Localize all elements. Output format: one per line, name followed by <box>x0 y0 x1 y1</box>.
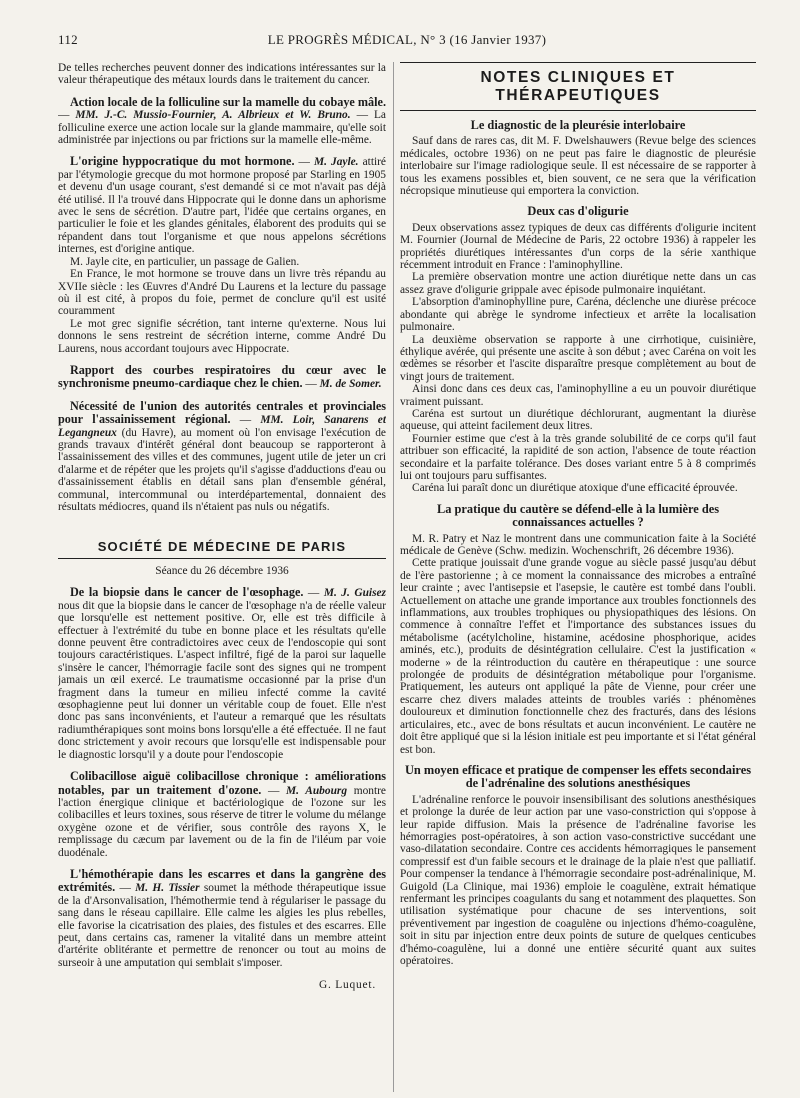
article-title: Le diagnostic de la pleurésie interlobaire <box>470 118 686 132</box>
communication-assainissement: Nécessité de l'union des autorités centrales et provinciales pour l'assainissement régional. — MM. Loir, Sanarens et Legangneux (du Havre), au moment où l'on envisage l'exécution de grands travaux d'intérêt général dont beaucoup se rapporteront à l'assainissement des villes et des communes, jugent utile de jeter un cri d'alarme et de répéter que les projets qu'il s'agisse d'adductions d'eau ou d'assainissement établis en détail sans plan d'ensemble général, communal, intercommunal ou interdépartemental, donnaient des résultats médiocres, quand ils n'étaient pas nuls ou négatifs. <box>58 398 386 513</box>
article-paragraph: Ainsi donc dans ces deux cas, l'aminophylline a eu un pouvoir diurétique vraiment puissant. <box>400 383 756 408</box>
page-number: 112 <box>58 32 78 47</box>
two-column-body <box>58 62 756 1092</box>
item-authors: M. Aubourg <box>286 784 348 797</box>
item-text: attiré par l'étymologie grecque du mot hormone proposé par Starling en 1905 et devenu d'un usage courant, s'est demandé si ce mot n'avait pas déjà été utilisé. Il l'a trouvé dans Hippocrate qui le donne dans un aphorisme avec le sens de sécrétion. D'autre part, l'idée que certains organes, en particulier le foie et les glandes génitales, élaborent des produits qui se répandent dans tout l'organisme et que nous appelons sécrétions internes, est d'origine antique. <box>58 156 386 256</box>
article-paragraph: L'adrénaline renforce le pouvoir insensibilisant des solutions anesthésiques et prolonge la durée de leur action par une vaso-constriction qui s'oppose à leur rapide diffusion. Mais la présence de l'adrénaline favorise les hémorragies post-opératoires, à son action vaso-constrictive succédant une vaso-dilatation secondaire. Contre ces accidents hémorragiques le pansement compressif est d'un faible secours et le drainage de la plaie n'est que palliatif. Pour compenser la tendance à l'hémorragie secondaire post-adrénalinique, M. Guigold (La Clinique, mai 1936) emploie le coagulène, extrait hématique renfermant les principes coagulants du sang et notamment des plaquettes. Son utilisation systématique pour chacune de ses interventions, soit préventivement par ingestion de coagulène ou injections d'hémo-coagulène, soit in situ par injection entre deux points de suture de quelques centicubes d'hémo-coagulène, lui a donné une entière sécurité quant aux suites opératoires. <box>400 793 756 967</box>
left-column <box>58 62 386 1092</box>
article-paragraph: Caréna lui paraît donc un diurétique atoxique d'une efficacité éprouvée. <box>412 482 738 495</box>
article-paragraph: La deuxième observation se rapporte à une cirrhotique, cuisinière, éthylique avérée, qui présente une ascite à son début ; avec Caréna on voit les œdèmes se résorber et l'ascite disparaître presque complètement au bout de vingt jours de traitement. <box>400 333 756 383</box>
running-head <box>58 32 756 48</box>
communication-colibacillose: Colibacillose aiguë colibacillose chronique : améliorations notables, par un traitement d'ozone. — M. Aubourg montre l'action énergique clinique et bactériologique de l'ozone sur les colibacilles et leurs toxines, sous réserve de titrer le volume du mélange oxygène ozone et de vérifier, sous contrôle des rayons X, le remplissage du cæcum par lavement ou de la fin de l'iléum par voie duodénale. <box>58 769 386 859</box>
communication-folliculine: Action locale de la folliculine sur la mamelle du cobaye mâle. — MM. J.-C. Mussio-Fournier, A. Albrieux et W. Bruno. — La folliculine exerce une action locale sur la glande mammaire, qu'elle soit administrée par injections ou par frictions sur la mamelle elle-même. <box>58 94 386 147</box>
communication-courbes: Rapport des courbes respiratoires du cœur avec le synchronisme pneumo-cardiaque chez le chien. — M. de Somer. <box>58 362 386 391</box>
right-column <box>400 62 756 1092</box>
item-authors: MM. Loir, Sanarens et Legangneux <box>58 414 386 439</box>
article-paragraph: Cette pratique jouissait d'une grande vogue au siècle passé jusqu'au début de l'ère pastorienne ; à ce moment la connaissance des microbes a entraîné leur crainte ; avec l'antisepsie et l'asepsie, le cautère est tombé dans l'oubli. Actuellement on attache une grande importance aux troubles fonctionnels des inflammations, aux troubles trophiques ou physiopathiques des lésions. On commence à connaître l'effet et l'importance des substances issues du métabolisme (acétylcholine, histamine, acédosine phosphorique, acides aminés, etc.), produits de désintégration cellulaire. C'est la justification « moderne » de la réintroduction du cautère en thérapeutique : une source prolongée de produits de désintégration métabolique pour l'organisme. Pratiquement, les auteurs ont appliqué la pâte de Vienne, pour créer une escarre chez divers malades atteints de troubles variés : phénomènes douloureux et diminution fonctionnelle chez des fracturés, dans des lésions articulaires, etc., avec de bons résultats et aucun inconvénient. Le cautère ne doit être appliqué que si la lésion initiale est peu importante et si l'état général est bon. <box>400 557 756 756</box>
session-date: Séance du 26 décembre 1936 <box>155 565 289 578</box>
item-paragraph: En France, le mot hormone se trouve dans un livre très répandu au XVIIe siècle : les Œuvres d'André Du Laurens et la lecture du passage où il est cité, à propos du foie, permet de conclure qu'il est usité couramment <box>58 268 386 318</box>
column-divider <box>393 62 394 1092</box>
item-heading: Nécessité de l'union des autorités centrales et provinciales pour l'assainissement régional. <box>58 398 386 427</box>
item-authors: M. de Somer. <box>319 378 382 391</box>
communication-hemotherapie: L'hémothérapie dans les escarres et dans la gangrène des extrémités. — M. H. Tissier soumet la méthode thérapeutique issue de la d'Arsonvalisation, l'hémothermie tend à régulariser le passage du sang dans le réseau capillaire. Elle calme les algies les plus rebelles, elle favorise la cicatrisation des plaies, des fistules et des escarres. Elle peut, dans certains cas, ramener la vitalité dans un membre atteint d'artérite oblitérante et permettre de renoncer ou tout au moins de surseoir à une amputation qui semblait s'imposer. <box>58 866 386 969</box>
communication-biopsie: De la biopsie dans le cancer de l'œsophage. — M. J. Guisez nous dit que la biopsie dans le cancer de l'œsophage n'a de réelle valeur que lorsqu'elle est nettement positive. Or, elle est très difficile à effectuer à l'extrémité du tube en bonne place et les résultats qu'elle donne peuvent être contradictoires avec ceux de l'endoscopie qui sont toujours caractéristiques. L'aspect infiltré, figé de la paroi sur laquelle s'insère le cancer, l'hémorragie facile sont des signes qui ne trompent jamais un œil exercé. Le traumatisme occasionné par la prise d'un fragment dans la tumeur en milieu infecté comme la cavité œsophagienne peut lui donner un véritable coup de fouet. Elle n'est donc pas sans inconvénients, et l'auteur a remarqué que les résultats radiumthérapiques sont moins bons lorsqu'elle a été effectuée. Il ne faut donc strictement y avoir recours que lorsqu'elle est indispensable pour le diagnostic lorsqu'il y a doute pour l'endoscopie <box>58 585 386 761</box>
item-text: nous dit que la biopsie dans le cancer de l'œsophage n'a de réelle valeur que lorsqu'elle est nettement positive. Or, elle est très difficile à effectuer à l'extrémité du tube en bonne place et les résultats qu'elle donne peuvent être contradictoires avec ceux de l'endoscopie qui sont toujours caractéristiques. L'aspect infiltré, figé de la paroi sur laquelle s'insère le cancer, l'hémorragie facile sont des signes qui ne trompent jamais un œil exercé. Le traumatisme occasionné par la prise d'un fragment dans la tumeur en milieu infecté comme la cavité œsophagienne peut lui donner un véritable coup de fouet. Elle n'est donc pas sans inconvénients, et l'auteur a remarqué que les résultats radiumthérapiques sont moins bons lorsqu'elle a été effectuée. Il ne faut donc strictement y avoir recours que lorsqu'elle est indispensable pour le diagnostic lorsqu'il y a doute pour l'endoscopie <box>58 599 386 761</box>
item-text: La folliculine exerce une action locale sur la glande mammaire, qu'elle soit administrée par injections ou par frictions sur la mamelle elle-même. <box>58 109 386 147</box>
article-paragraph: Fournier estime que c'est à la très grande solubilité de ce corps qu'il faut attribuer son efficacité, la rapidité de son action, l'absence de toute réaction secondaire et la parfaite tolérance. Des doses variant entre 5 à 8 comprimés lui ont toujours paru suffisantes. <box>400 432 756 482</box>
article-paragraph: Caréna est surtout un diurétique déchlorurant, augmentant la diurèse aqueuse, qui atteint facilement deux litres. <box>400 407 756 433</box>
article-paragraph: Deux observations assez typiques de deux cas différents d'oligurie incitent M. Fournier (Journal de Médecine de Paris, 22 octobre 1936) à rappeler les propriétés diurétiques intéressantes d'un corps de la série xanthique récemment introduit en France : l'aminophylline. <box>400 221 756 272</box>
item-authors: MM. J.-C. Mussio-Fournier, A. Albrieux et W. Bruno. <box>75 109 351 122</box>
article-paragraph: L'absorption d'aminophylline pure, Caréna, déclenche une diurèse précoce abondante qui abrège le syndrome infectieux et arrête la localisation pulmonaire. <box>400 296 756 334</box>
item-text: (du Havre), au moment où l'on envisage l'exécution de grands travaux d'intérêt général dont beaucoup se rapporteront à l'assainissement des villes et des communes, jugent utile de jeter un cri d'alarme et de répéter que les projets qu'il s'agisse d'adductions d'eau ou d'assainissement établis en détail sans plan d'ensemble général, communal, intercommunal ou interdépartemental, donnaient des résultats médiocres, quand ils n'étaient pas nuls ou négatifs. <box>58 426 386 513</box>
item-paragraph: Le mot grec signifie sécrétion, tant interne qu'externe. Nous lui donnons le sens restreint de sécrétion interne, comme André Du Laurens, nous accordant toujours avec Hippocrate. <box>58 317 386 355</box>
item-authors: M. Jayle. <box>314 156 359 169</box>
item-heading: Action locale de la folliculine sur la mamelle du cobaye mâle. <box>70 94 386 109</box>
article-title: La pratique du cautère se défend-elle à la lumière des connaissances actuelles ? <box>436 501 720 530</box>
section-title: NOTES CLINIQUES ET THÉRAPEUTIQUES <box>400 62 756 111</box>
communication-hormone: L'origine hyppocratique du mot hormone. — M. Jayle. attiré par l'étymologie grecque du mot hormone proposé par Starling en 1905 et devenu d'un usage courant, s'est demandé si ce mot n'avait pas déjà été utilisé. Il l'a trouvé dans Hippocrate qui le donne dans un aphorisme avec le sens de sécrétion. D'autre part, l'idée que certains organes, en particulier le foie et les glandes génitales, élaborent des produits qui se répandent dans tout l'organisme et que nous appelons sécrétions internes, est d'origine antique. M. Jayle cite, en particulier, un passage de Galien. En France, le mot hormone se trouve dans un livre très répandu au XVIIe siècle : les Œuvres d'André Du Laurens et la lecture du passage où il est cité, à propos du foie, permet de conclure qu'il est usité couramment Le mot grec signifie sécrétion, tant interne qu'externe. Nous lui donnons le sens restreint de sécrétion interne, comme André Du Laurens, nous accordant toujours avec Hippocrate. <box>58 154 386 355</box>
article-title: Deux cas d'oligurie <box>527 204 629 219</box>
article-title: Un moyen efficace et pratique de compenser les effets secondaires de l'adrénaline des solutions anesthésiques <box>404 762 752 791</box>
article-paragraph: La première observation montre une action diurétique nette dans un cas assez grave d'oligurie grippale avec épisode pulmonaire inquiétant. <box>400 271 756 296</box>
item-heading: L'hémothérapie dans les escarres et dans la gangrène des extrémités. <box>58 866 386 895</box>
signature: G. Luquet. <box>318 979 376 992</box>
article-paragraph: Sauf dans de rares cas, dit M. F. Dwelshauwers (Revue belge des sciences médicales, octobre 1936) on ne peut pas faire le diagnostic de pleurésie interlobaire sur l'image radiologique seule. Il est nécessaire de se rapporter à tous les examens possibles et, bien souvent, ce ne sera que la vérification nécropsique minutieuse qui emportera la conviction. <box>400 135 756 198</box>
item-heading: Colibacillose aiguë colibacillose chronique : améliorations notables, par un traitement d'ozone. <box>58 769 386 797</box>
item-heading: L'origine hyppocratique du mot hormone. <box>70 154 295 169</box>
item-authors: M. J. Guisez <box>323 587 386 600</box>
item-paragraph: M. Jayle cite, en particulier, un passage de Galien. <box>70 255 300 268</box>
item-text: soumet la méthode thérapeutique issue de la d'Arsonvalisation, l'hémothermie tend à régulariser le passage du sang dans le réseau capillaire. Elle calme les algies les plus rebelles, elle favorise la cicatrisation des plaies, des fistules et des escarres. Elle peut, dans certains cas, ramener la vitalité dans un membre atteint d'artérite oblitérante et permettre de renoncer ou tout au moins de surseoir à une amputation qui semblait s'imposer. <box>58 882 386 969</box>
item-authors: M. H. Tissier <box>135 882 200 895</box>
society-title: SOCIÉTÉ DE MÉDECINE DE PARIS <box>58 539 386 559</box>
intro-paragraph: De telles recherches peuvent donner des indications intéressantes sur la valeur thérapeutique des métaux lourds dans le traitement du cancer. <box>58 62 386 87</box>
item-heading: Rapport des courbes respiratoires du cœur avec le synchronisme pneumo-cardiaque chez le chien. <box>58 362 386 391</box>
article-paragraph: M. R. Patry et Naz le montrent dans une communication faite à la Société médicale de Genève (Schw. medizin. Wochenschrift, 26 décembre 1936). <box>400 532 756 557</box>
item-heading: De la biopsie dans le cancer de l'œsophage. <box>70 585 304 600</box>
journal-title: LE PROGRÈS MÉDICAL, N° 3 (16 Janvier 1937) <box>267 32 547 47</box>
item-text: montre l'action énergique clinique et bactériologique de l'ozone sur les colibacilles et leurs toxines, sous réserve de titrer le volume du mélange oxygène ozone et de vérifier, sous contrôle des rayons X, le remplissage du cæcum par lavement ou de la fin de l'iléum par voie duodénale. <box>58 784 386 859</box>
